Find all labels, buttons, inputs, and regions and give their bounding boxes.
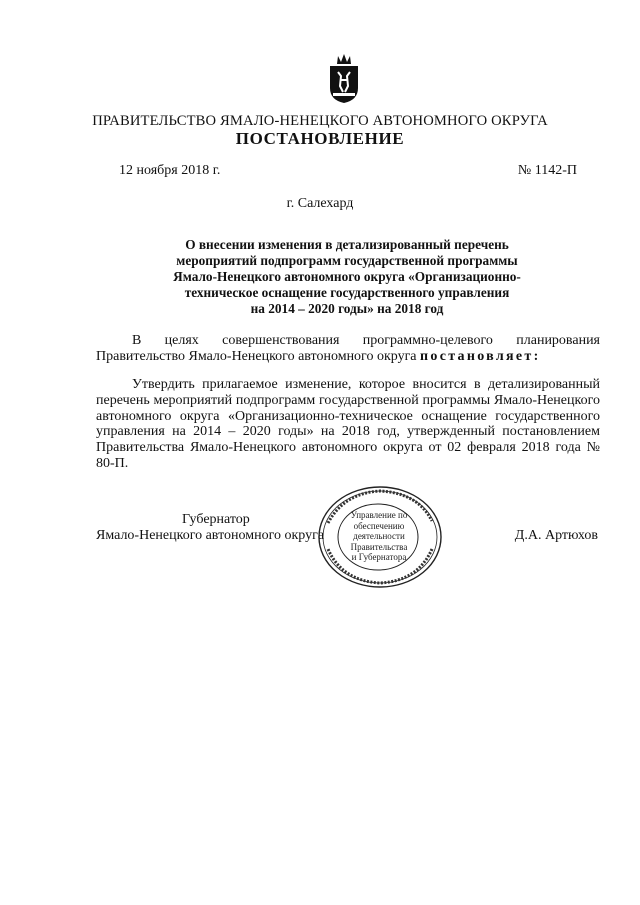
stamp-line: Правительства: [350, 541, 408, 552]
signature-name: Д.А. Артюхов: [514, 528, 598, 543]
stamp-line: обеспечению: [353, 520, 405, 531]
stamp-text: [343, 510, 415, 563]
title-line: О внесении изменения в детализированный перечень: [185, 237, 509, 252]
organization-name: ПРАВИТЕЛЬСТВО ЯМАЛО-НЕНЕЦКОГО АВТОНОМНОГО ОКРУГА: [92, 113, 548, 129]
stamp-line: деятельности: [353, 531, 405, 541]
document-title: [140, 237, 554, 317]
document-number: № 1142-П: [517, 163, 577, 178]
document-type: ПОСТАНОВЛЕНИЕ: [235, 129, 405, 148]
title-line: Ямало-Ненецкого автономного округа «Организационно-: [173, 269, 521, 284]
signature-position: Губернатор: [182, 512, 250, 527]
title-line: на 2014 – 2020 годы» на 2018 год: [250, 301, 444, 316]
resolution-paragraph: Утвердить прилагаемое изменение, которое вносится в детализированный перечень мероприятий подпрограмм государственной программы Ямало-Ненецкого автономного округа «Организационно-техническое оснащение государственного управления на 2014 – 2020 годы» на 2018 год, утвержденный постановлением Правительства Ямало-Ненецкого автономного округа от 02 февраля 2018 года № 80-П.: [96, 377, 600, 471]
signature-region: Ямало-Ненецкого автономного округа: [96, 528, 325, 543]
document-city: г. Салехард: [286, 196, 354, 211]
title-line: техническое оснащение государственного управления: [184, 285, 510, 300]
document-date: 12 ноября 2018 г.: [119, 163, 221, 178]
stamp-line: и Губернатора: [351, 552, 407, 562]
preamble-text: В целях совершенствования программно-целевого планирования Правительство Ямало-Ненецкого автономного округа: [96, 333, 600, 364]
stamp-line: Управление по: [350, 510, 408, 520]
coat-of-arms-emblem: [326, 52, 362, 104]
preamble-paragraph: [96, 333, 600, 365]
action-word: постановляет:: [420, 348, 541, 364]
title-line: мероприятий подпрограмм государственной программы: [176, 253, 518, 268]
